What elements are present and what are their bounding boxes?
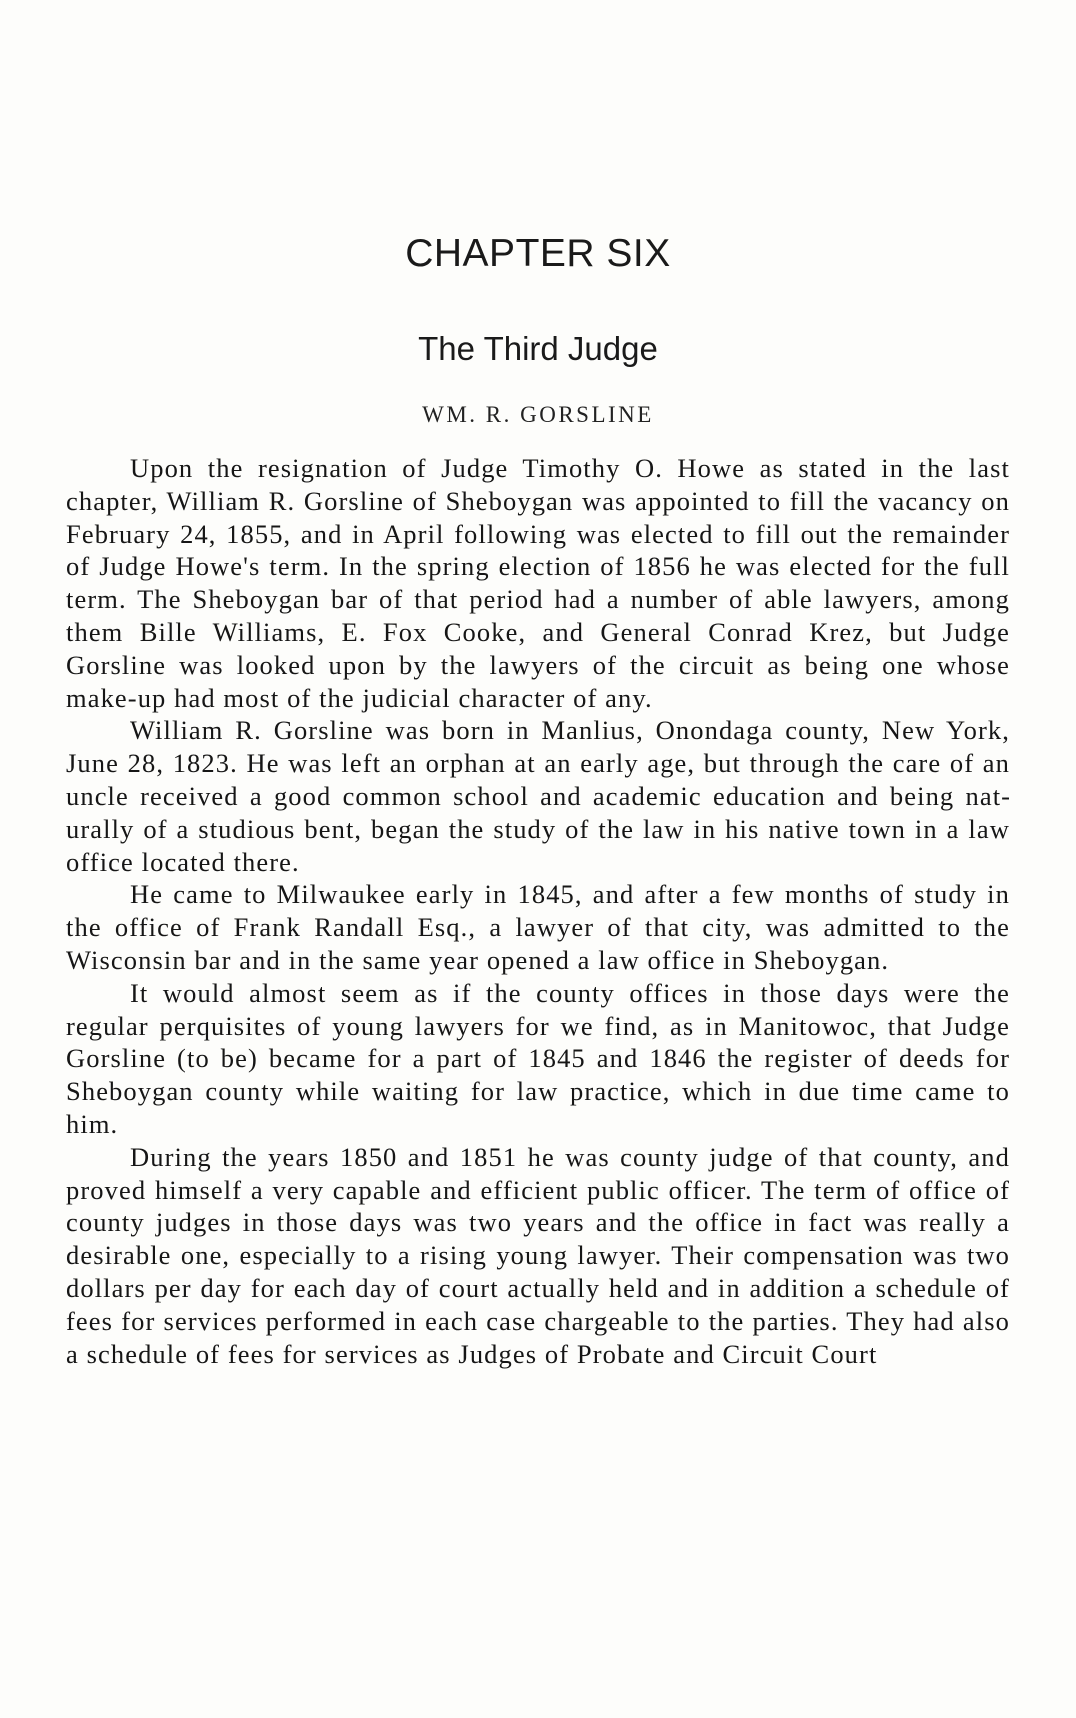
chapter-title: CHAPTER SIX [405, 232, 671, 275]
paragraph: Upon the resignation of Judge Timothy O. Howe as stated in the last chapter, William R. Gorsline of Sheboygan was appointed to fill the vacancy on February 24, 1855, and in April following was elected to fill out the remainder of Judge Howe's term. In the spring election of 1856 he was elected for the full term. The Sheboygan bar of that period had a number of able lawyers, among them Bille Williams, E. Fox Cooke, and General Conrad Krez, but Judge Gorsline was looked upon by the lawyers of the circuit as being one whose make-up had most of the judicial character of any. [66, 453, 1010, 713]
paragraph: William R. Gorsline was born in Manlius, Onondaga county, New York, June 28, 1823. He was left an orphan at an early age, but through the care of an uncle received a good common school and academic education and being naturally of a studious bent, began the study of the law in his native town in a law office located there. [66, 715, 1010, 877]
section-title: The Third Judge [418, 330, 658, 367]
subject-name: WM. R. GORSLINE [422, 402, 654, 427]
paragraph: It would almost seem as if the county offices in those days were the regular perquisites of young lawyers for we find, as in Manitowoc, that Judge Gorsline (to be) became for a part of 1845 and 1846 the register of deeds for Sheboygan county while waiting for law practice, which in due time came to him. [66, 977, 1010, 1139]
paragraph: During the years 1850 and 1851 he was county judge of that county, and proved himself a very capable and efficient public officer. The term of office of county judges in those days was two years and the office in fact was really a desirable one, especially to a rising young lawyer. Their compensation was two dollars per day for each day of court actually held and in addition a schedule of fees for services performed in each case chargeable to the parties. They had also a schedule of fees for services as Judges of Probate and Circuit Court [66, 1141, 1010, 1369]
paragraph: He came to Milwaukee early in 1845, and after a few months of study in the office of Frank Randall Esq., a lawyer of that city, was admitted to the Wisconsin bar and in the same year opened a law office in Sheboygan. [66, 879, 1010, 975]
body-text [66, 452, 1010, 1370]
